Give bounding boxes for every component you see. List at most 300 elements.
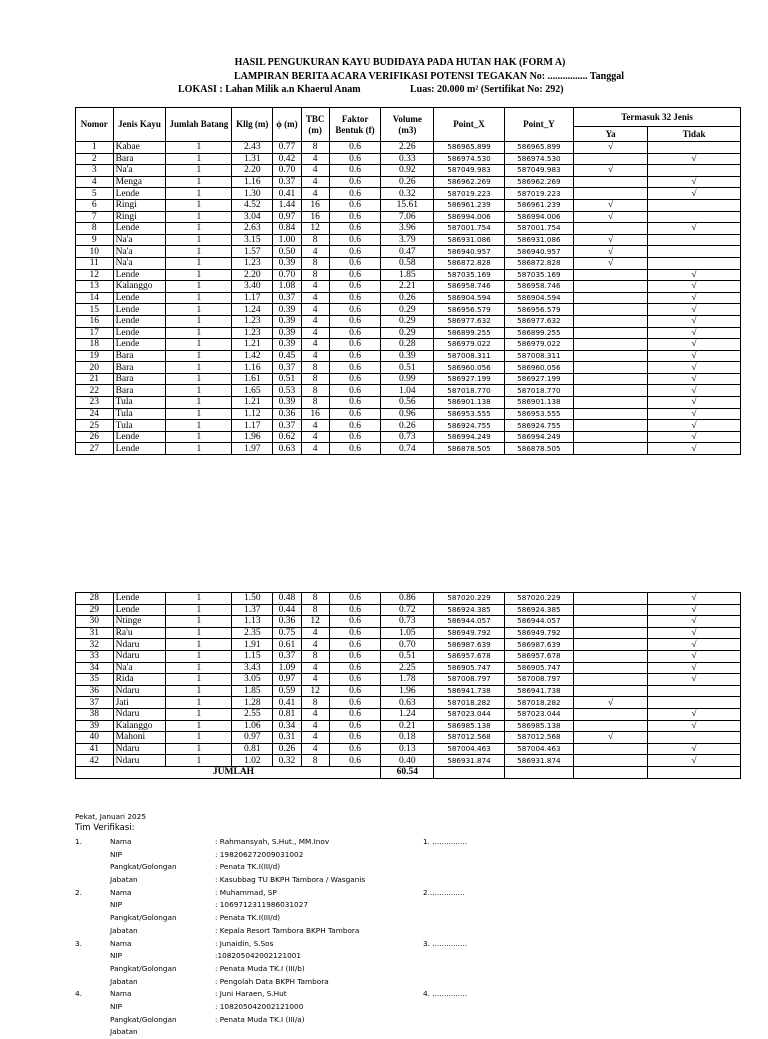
member-gol-label: Pangkat/Golongan	[110, 862, 177, 872]
cell-nomor: 42	[76, 755, 114, 767]
member-number: 3.	[75, 938, 82, 948]
cell-kllg: 1.57	[232, 246, 273, 258]
cell-kllg: 1.23	[232, 257, 273, 269]
cell-faktor: 0.6	[329, 708, 381, 720]
cell-jenis: Lende	[113, 593, 166, 605]
cell-nomor: 25	[76, 420, 114, 432]
cell-point-y: 587012.568	[504, 732, 573, 744]
cell-jumlah: 1	[166, 234, 232, 246]
cell-tidak: √	[648, 639, 741, 651]
cell-tidak: √	[648, 720, 741, 732]
cell-phi: 0.39	[273, 304, 301, 316]
cell-jenis: Lende	[113, 188, 166, 200]
table-row	[76, 373, 741, 385]
cell-volume: 0.96	[381, 408, 434, 420]
cell-point-y: 586931.086	[504, 234, 573, 246]
cell-kllg: 2.43	[232, 142, 273, 154]
cell-phi: 0.97	[273, 674, 301, 686]
cell-phi: 0.36	[273, 616, 301, 628]
cell-phi: 0.63	[273, 443, 301, 455]
cell-volume: 0.99	[381, 373, 434, 385]
cell-nomor: 27	[76, 443, 114, 455]
col-ya: Ya	[574, 127, 648, 142]
table-row	[76, 639, 741, 651]
cell-tidak	[648, 211, 741, 223]
cell-phi: 0.37	[273, 176, 301, 188]
cell-ya: √	[574, 211, 648, 223]
cell-phi: 0.44	[273, 604, 301, 616]
cell-tbc: 4	[301, 153, 329, 165]
cell-volume: 0.21	[381, 720, 434, 732]
cell-jenis: Kalanggo	[113, 720, 166, 732]
cell-point-x: 586965.899	[434, 142, 504, 154]
cell-jenis: Tula	[113, 397, 166, 409]
member-nama-value: : Juni Haraen, S.Hut	[215, 989, 287, 999]
cell-faktor: 0.6	[329, 443, 381, 455]
cell-jenis: Ndaru	[113, 685, 166, 697]
cell-tidak: √	[648, 408, 741, 420]
cell-ya	[574, 755, 648, 767]
cell-tbc: 8	[301, 373, 329, 385]
cell-phi: 0.70	[273, 165, 301, 177]
cell-jumlah: 1	[166, 373, 232, 385]
cell-point-x: 587018.282	[434, 697, 504, 709]
table-row	[76, 176, 741, 188]
cell-tidak: √	[648, 431, 741, 443]
cell-tidak: √	[648, 327, 741, 339]
table-row	[76, 397, 741, 409]
cell-tidak: √	[648, 385, 741, 397]
cell-kllg: 1.23	[232, 327, 273, 339]
cell-faktor: 0.6	[329, 627, 381, 639]
cell-tbc: 4	[301, 420, 329, 432]
member-nip-label: NIP	[110, 1001, 123, 1011]
cell-nomor: 24	[76, 408, 114, 420]
col-jenis: Jenis Kayu	[113, 108, 166, 142]
cell-ya: √	[574, 732, 648, 744]
cell-ya	[574, 662, 648, 674]
cell-nomor: 33	[76, 650, 114, 662]
cell-ya	[574, 420, 648, 432]
cell-point-x: 586962.269	[434, 176, 504, 188]
cell-tbc: 4	[301, 327, 329, 339]
cell-ya: √	[574, 246, 648, 258]
cell-point-y: 587019.223	[504, 188, 573, 200]
cell-nomor: 35	[76, 674, 114, 686]
table-row	[76, 408, 741, 420]
member-nama-label: Nama	[110, 837, 132, 846]
table-row	[76, 650, 741, 662]
cell-jenis: Tula	[113, 420, 166, 432]
cell-ya: √	[574, 199, 648, 211]
cell-kllg: 2.55	[232, 708, 273, 720]
member-gol-label: Pangkat/Golongan	[110, 963, 177, 973]
cell-point-y: 586940.957	[504, 246, 573, 258]
cell-tidak: √	[648, 339, 741, 351]
cell-faktor: 0.6	[329, 720, 381, 732]
cell-jumlah: 1	[166, 674, 232, 686]
cell-nomor: 26	[76, 431, 114, 443]
cell-faktor: 0.6	[329, 339, 381, 351]
cell-jenis: Ra'u	[113, 627, 166, 639]
cell-nomor: 14	[76, 292, 114, 304]
cell-jenis: Lende	[113, 315, 166, 327]
cell-point-y: 587004.463	[504, 743, 573, 755]
cell-tidak	[648, 257, 741, 269]
cell-jumlah: 1	[166, 604, 232, 616]
cell-tidak: √	[648, 662, 741, 674]
table-row	[76, 362, 741, 374]
table-row	[76, 246, 741, 258]
cell-jumlah: 1	[166, 743, 232, 755]
cell-phi: 0.97	[273, 211, 301, 223]
cell-point-x: 586974.530	[434, 153, 504, 165]
cell-volume: 0.72	[381, 604, 434, 616]
cell-phi: 0.39	[273, 339, 301, 351]
cell-jenis: Mahoni	[113, 732, 166, 744]
cell-tidak: √	[648, 397, 741, 409]
cell-faktor: 0.6	[329, 257, 381, 269]
cell-point-y: 586901.138	[504, 397, 573, 409]
cell-tbc: 8	[301, 234, 329, 246]
cell-faktor: 0.6	[329, 246, 381, 258]
cell-tbc: 12	[301, 685, 329, 697]
cell-volume: 0.74	[381, 443, 434, 455]
cell-kllg: 1.17	[232, 420, 273, 432]
member-number: 1.	[75, 837, 82, 846]
cell-ya	[574, 315, 648, 327]
cell-nomor: 40	[76, 732, 114, 744]
cell-jumlah: 1	[166, 339, 232, 351]
cell-kllg: 1.13	[232, 616, 273, 628]
cell-jenis: Bara	[113, 153, 166, 165]
cell-tbc: 4	[301, 188, 329, 200]
cell-nomor: 31	[76, 627, 114, 639]
cell-point-x: 586979.022	[434, 339, 504, 351]
cell-point-x: 587012.568	[434, 732, 504, 744]
cell-jumlah: 1	[166, 697, 232, 709]
cell-tbc: 8	[301, 257, 329, 269]
table-row	[76, 720, 741, 732]
cell-faktor: 0.6	[329, 755, 381, 767]
table-row	[76, 281, 741, 293]
member-jab-label: Jabatan	[110, 976, 138, 986]
cell-kllg: 1.12	[232, 408, 273, 420]
member-jab-value: : Kepala Resort Tambora BKPH Tambora	[215, 925, 360, 935]
cell-point-y: 586958.746	[504, 281, 573, 293]
cell-volume: 0.47	[381, 246, 434, 258]
cell-kllg: 1.21	[232, 397, 273, 409]
cell-tbc: 8	[301, 650, 329, 662]
table-row	[76, 315, 741, 327]
cell-phi: 1.09	[273, 662, 301, 674]
cell-nomor: 5	[76, 188, 114, 200]
cell-tbc: 4	[301, 743, 329, 755]
cell-point-y: 586994.249	[504, 431, 573, 443]
cell-tbc: 8	[301, 397, 329, 409]
cell-tidak	[648, 165, 741, 177]
col-point-x: Point_X	[434, 108, 504, 142]
col-volume: Volume (m3)	[381, 108, 434, 142]
cell-jumlah: 1	[166, 627, 232, 639]
cell-jumlah: 1	[166, 593, 232, 605]
cell-jumlah: 1	[166, 304, 232, 316]
member-nip-label: NIP	[110, 900, 123, 910]
cell-point-x: 586931.874	[434, 755, 504, 767]
cell-jumlah: 1	[166, 397, 232, 409]
cell-tidak	[648, 732, 741, 744]
cell-nomor: 29	[76, 604, 114, 616]
member-nip-value: : 106971231198603102​7	[215, 900, 308, 910]
cell-kllg: 1.96	[232, 431, 273, 443]
cell-jenis: Ndaru	[113, 743, 166, 755]
cell-tbc: 4	[301, 246, 329, 258]
member-gol-value: : Penata Muda TK.I (III/b)	[215, 963, 305, 973]
place-date: Pekat, Januari 2025	[75, 812, 146, 821]
cell-nomor: 18	[76, 339, 114, 351]
cell-volume: 1.04	[381, 385, 434, 397]
cell-kllg: 1.61	[232, 373, 273, 385]
col-termasuk: Termasuk 32 Jenis	[574, 108, 741, 127]
cell-jenis: Lende	[113, 327, 166, 339]
cell-point-y: 587049.983	[504, 165, 573, 177]
cell-jumlah: 1	[166, 257, 232, 269]
cell-ya	[574, 373, 648, 385]
cell-tbc: 8	[301, 362, 329, 374]
cell-faktor: 0.6	[329, 234, 381, 246]
cell-kllg: 1.91	[232, 639, 273, 651]
cell-point-x: 586956.579	[434, 304, 504, 316]
cell-kllg: 1.37	[232, 604, 273, 616]
cell-point-y: 586905.747	[504, 662, 573, 674]
cell-faktor: 0.6	[329, 142, 381, 154]
cell-ya	[574, 223, 648, 235]
table-row	[76, 269, 741, 281]
cell-phi: 0.81	[273, 708, 301, 720]
cell-volume: 1.24	[381, 708, 434, 720]
cell-ya	[574, 604, 648, 616]
cell-phi: 0.39	[273, 315, 301, 327]
location-line: LOKASI : Lahan Milik a.n Khaerul Anam Luas: 20.000 m² (Sertifikat No: 292)	[178, 84, 564, 95]
cell-faktor: 0.6	[329, 373, 381, 385]
cell-tidak: √	[648, 176, 741, 188]
cell-volume: 1.78	[381, 674, 434, 686]
cell-nomor: 1	[76, 142, 114, 154]
cell-kllg: 3.40	[232, 281, 273, 293]
cell-faktor: 0.6	[329, 685, 381, 697]
cell-jenis: Lende	[113, 223, 166, 235]
table-row	[76, 443, 741, 455]
cell-ya	[574, 362, 648, 374]
cell-kllg: 1.28	[232, 697, 273, 709]
table-row	[76, 339, 741, 351]
cell-jenis: Lende	[113, 269, 166, 281]
cell-kllg: 1.30	[232, 188, 273, 200]
cell-point-y: 586927.199	[504, 373, 573, 385]
cell-tbc: 8	[301, 142, 329, 154]
cell-jumlah: 1	[166, 350, 232, 362]
cell-point-y: 586974.530	[504, 153, 573, 165]
cell-tidak: √	[648, 153, 741, 165]
cell-point-x: 586905.747	[434, 662, 504, 674]
cell-point-x: 586899.255	[434, 327, 504, 339]
cell-phi: 0.36	[273, 408, 301, 420]
cell-jumlah: 1	[166, 431, 232, 443]
cell-point-y: 587023.044	[504, 708, 573, 720]
cell-kllg: 3.43	[232, 662, 273, 674]
cell-jumlah: 1	[166, 732, 232, 744]
cell-tbc: 8	[301, 604, 329, 616]
cell-volume: 0.28	[381, 339, 434, 351]
cell-kllg: 0.97	[232, 732, 273, 744]
table-row	[76, 153, 741, 165]
cell-jenis: Lende	[113, 292, 166, 304]
cell-ya	[574, 650, 648, 662]
table-row	[76, 743, 741, 755]
cell-faktor: 0.6	[329, 176, 381, 188]
cell-faktor: 0.6	[329, 420, 381, 432]
member-jab-label: Jabatan	[110, 875, 138, 885]
cell-point-x: 586977.632	[434, 315, 504, 327]
cell-volume: 3.96	[381, 223, 434, 235]
cell-volume: 0.29	[381, 304, 434, 316]
member-nip-label: NIP	[110, 849, 123, 859]
cell-jenis: Lende	[113, 304, 166, 316]
cell-kllg: 1.85	[232, 685, 273, 697]
cell-jumlah: 1	[166, 650, 232, 662]
table-row	[76, 732, 741, 744]
cell-nomor: 6	[76, 199, 114, 211]
col-tidak: Tidak	[648, 127, 741, 142]
table-row	[76, 327, 741, 339]
cell-phi: 0.39	[273, 257, 301, 269]
cell-volume: 0.40	[381, 755, 434, 767]
member-nama-label: Nama	[110, 887, 132, 897]
cell-tbc: 4	[301, 176, 329, 188]
cell-point-y: 586979.022	[504, 339, 573, 351]
member-nama-label: Nama	[110, 938, 132, 948]
cell-nomor: 15	[76, 304, 114, 316]
cell-tidak: √	[648, 281, 741, 293]
cell-point-y: 586924.755	[504, 420, 573, 432]
cell-volume: 2.25	[381, 662, 434, 674]
cell-nomor: 7	[76, 211, 114, 223]
cell-volume: 0.39	[381, 350, 434, 362]
cell-kllg: 1.42	[232, 350, 273, 362]
cell-jumlah: 1	[166, 420, 232, 432]
cell-jenis: Lende	[113, 604, 166, 616]
cell-phi: 0.61	[273, 639, 301, 651]
cell-point-y: 587008.311	[504, 350, 573, 362]
table-row	[76, 697, 741, 709]
total-label: JUMLAH	[166, 766, 301, 778]
cell-ya: √	[574, 234, 648, 246]
cell-tidak	[648, 234, 741, 246]
table-row	[76, 674, 741, 686]
cell-tidak: √	[648, 350, 741, 362]
cell-kllg: 1.97	[232, 443, 273, 455]
cell-point-x: 586994.249	[434, 431, 504, 443]
cell-point-x: 586949.792	[434, 627, 504, 639]
cell-faktor: 0.6	[329, 604, 381, 616]
cell-tbc: 8	[301, 697, 329, 709]
cell-tbc: 4	[301, 627, 329, 639]
cell-tbc: 4	[301, 339, 329, 351]
cell-point-x: 586994.006	[434, 211, 504, 223]
cell-kllg: 2.63	[232, 223, 273, 235]
cell-faktor: 0.6	[329, 397, 381, 409]
cell-point-y: 586985.138	[504, 720, 573, 732]
signature-line: 2................	[423, 887, 465, 897]
cell-point-x: 586941.738	[434, 685, 504, 697]
col-tbc: TBC (m)	[301, 108, 329, 142]
cell-faktor: 0.6	[329, 165, 381, 177]
member-nip-value: :108205042002121001	[215, 951, 302, 961]
cell-phi: 1.00	[273, 234, 301, 246]
cell-jumlah: 1	[166, 662, 232, 674]
cell-jumlah: 1	[166, 176, 232, 188]
cell-volume: 2.26	[381, 142, 434, 154]
cell-jumlah: 1	[166, 685, 232, 697]
cell-ya: √	[574, 165, 648, 177]
cell-ya: √	[574, 142, 648, 154]
signature-line: 3. ...............	[423, 938, 468, 948]
cell-jenis: Jati	[113, 697, 166, 709]
cell-tbc: 4	[301, 662, 329, 674]
cell-tidak: √	[648, 292, 741, 304]
cell-tidak: √	[648, 593, 741, 605]
cell-kllg: 1.31	[232, 153, 273, 165]
cell-kllg: 3.04	[232, 211, 273, 223]
col-jumlah: Jumlah Batang	[166, 108, 232, 142]
cell-point-y: 587020.229	[504, 593, 573, 605]
cell-point-x: 586987.639	[434, 639, 504, 651]
cell-point-x: 587020.229	[434, 593, 504, 605]
cell-volume: 2.21	[381, 281, 434, 293]
cell-volume: 0.73	[381, 616, 434, 628]
cell-nomor: 17	[76, 327, 114, 339]
cell-volume: 15.61	[381, 199, 434, 211]
cell-point-x: 586960.056	[434, 362, 504, 374]
cell-point-y: 586960.056	[504, 362, 573, 374]
cell-jumlah: 1	[166, 755, 232, 767]
cell-jumlah: 1	[166, 199, 232, 211]
cell-faktor: 0.6	[329, 292, 381, 304]
cell-faktor: 0.6	[329, 304, 381, 316]
cell-jenis: Bara	[113, 385, 166, 397]
cell-faktor: 0.6	[329, 281, 381, 293]
cell-volume: 1.05	[381, 627, 434, 639]
cell-faktor: 0.6	[329, 385, 381, 397]
cell-jumlah: 1	[166, 153, 232, 165]
cell-phi: 0.45	[273, 350, 301, 362]
cell-jenis: Lende	[113, 339, 166, 351]
cell-point-x: 586924.755	[434, 420, 504, 432]
cell-tbc: 8	[301, 385, 329, 397]
cell-jumlah: 1	[166, 211, 232, 223]
cell-jumlah: 1	[166, 165, 232, 177]
cell-point-y: 586878.505	[504, 443, 573, 455]
cell-kllg: 1.16	[232, 362, 273, 374]
cell-faktor: 0.6	[329, 662, 381, 674]
cell-tidak	[648, 685, 741, 697]
member-nama-label: Nama	[110, 989, 132, 999]
table-row	[76, 662, 741, 674]
cell-point-y: 586957.678	[504, 650, 573, 662]
table-row	[76, 350, 741, 362]
cell-faktor: 0.6	[329, 223, 381, 235]
cell-tbc: 4	[301, 292, 329, 304]
